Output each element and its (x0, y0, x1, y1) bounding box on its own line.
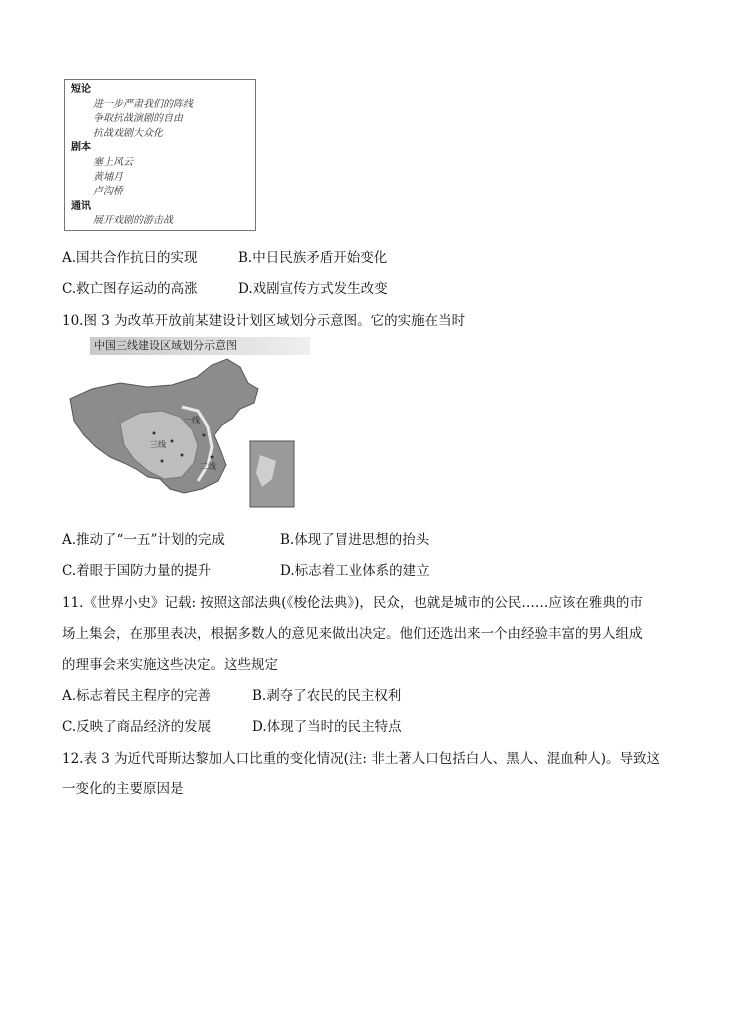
toc-item: 黄埔月 (93, 171, 123, 183)
toc-item: 卢沟桥 (93, 186, 123, 198)
q11-stem-line-2: 场上集会，在那里表决，根据多数人的意见来做出决定。他们还选出来一个由经验丰富的男人组成 (62, 626, 643, 642)
toc-box (64, 79, 256, 231)
q10-option-c: C.着眼于国防力量的提升 (62, 563, 212, 579)
toc-item: 抗战戏剧大众化 (93, 127, 163, 139)
map-label-line3: 三线 (150, 440, 166, 449)
q10-option-d: D.标志着工业体系的建立 (280, 563, 430, 579)
toc-item: 进一步严肃我们的阵线 (93, 98, 193, 110)
q11-option-c: C.反映了商品经济的发展 (62, 719, 212, 735)
q11-option-d: D.体现了当时的民主特点 (252, 719, 402, 735)
toc-heading: 通讯 (71, 200, 91, 212)
china-map-svg (62, 337, 302, 517)
q9-option-b: B.中日民族矛盾开始变化 (238, 250, 388, 266)
toc-item: 塞上风云 (93, 156, 133, 168)
q11-option-a: A.标志着民主程序的完善 (62, 688, 212, 704)
q11-stem-line-1: 11.《世界小史》记载: 按照这部法典(《梭伦法典》)，民众，也就是城市的公民……应该在雅典的市 (62, 595, 643, 611)
q9-option-c: C.救亡图存运动的高涨 (62, 281, 198, 297)
map-title: 中国三线建设区域划分示意图 (90, 337, 310, 355)
q9-option-d: D.戏剧宣传方式发生改变 (238, 281, 388, 297)
q10-stem: 10.图 3 为改革开放前某建设计划区域划分示意图。它的实施在当时 (62, 313, 466, 329)
q12-stem-line-1: 12.表 3 为近代哥斯达黎加人口比重的变化情况(注: 非土著人口包括白人、黑人、混血种人)。导致这 (62, 751, 661, 767)
q10-option-b: B.体现了冒进思想的抬头 (280, 532, 430, 548)
q12-stem-line-2: 一变化的主要原因是 (62, 781, 184, 797)
toc-item: 争取抗战演剧的自由 (93, 113, 183, 125)
china-map-figure (62, 337, 302, 517)
toc-item: 展开戏剧的游击战 (93, 215, 173, 227)
toc-heading: 短论 (71, 84, 91, 95)
toc-heading: 剧本 (71, 142, 91, 154)
map-label-line2: 二线 (200, 462, 216, 471)
q11-option-b: B.剥夺了农民的民主权利 (252, 688, 402, 704)
q11-stem-line-3: 的理事会来实施这些决定。这些规定 (62, 657, 278, 673)
q9-option-a: A.国共合作抗日的实现 (62, 250, 198, 266)
q10-option-a: A.推动了“一五”计划的完成 (62, 532, 225, 548)
map-label-line1: 一线 (184, 416, 200, 425)
